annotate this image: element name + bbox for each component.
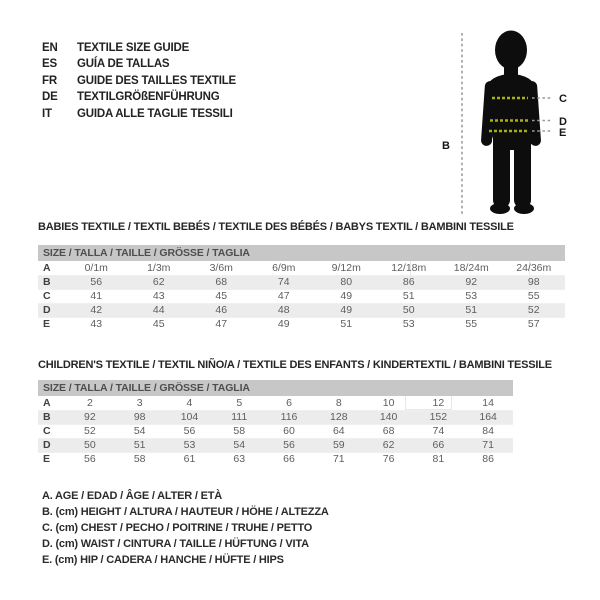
table-cell: 18/24m bbox=[453, 261, 489, 274]
table-row bbox=[38, 396, 513, 410]
table-cell: 6/9m bbox=[272, 261, 296, 274]
table-cell: 62 bbox=[382, 439, 395, 451]
table-cell: 1/3m bbox=[147, 261, 171, 274]
table-cell: 51 bbox=[133, 439, 146, 451]
waist-label: D bbox=[559, 116, 567, 128]
table-cell: 74 bbox=[432, 425, 445, 437]
row-letter: A bbox=[43, 396, 51, 409]
language-code: ES bbox=[42, 58, 57, 71]
table-cell: 47 bbox=[277, 290, 290, 302]
table-cell: 58 bbox=[133, 453, 146, 465]
table-cell: 10 bbox=[382, 396, 395, 409]
language-title-list bbox=[42, 40, 236, 122]
table-cell: 12/18m bbox=[391, 261, 427, 274]
row-letter: B bbox=[43, 411, 51, 423]
row-letter: A bbox=[43, 261, 51, 274]
child-silhouette bbox=[481, 31, 542, 215]
measure-legend bbox=[42, 488, 329, 568]
table-cell: 53 bbox=[402, 318, 415, 330]
chest-label: C bbox=[559, 93, 567, 105]
table-cell: 47 bbox=[215, 318, 228, 330]
table-row bbox=[38, 275, 565, 289]
table-cell: 9/12m bbox=[331, 261, 361, 274]
table-cell: 71 bbox=[332, 453, 345, 465]
table-cell: 56 bbox=[90, 276, 103, 288]
table-cell: 116 bbox=[280, 411, 298, 423]
legend-line: B. (cm) HEIGHT / ALTURA / HAUTEUR / HÖHE / ALTEZZA bbox=[42, 506, 329, 518]
table-cell: 56 bbox=[183, 425, 196, 437]
language-row bbox=[42, 73, 236, 89]
size-header-bar: SIZE / TALLA / TAILLE / GRÖSSE / TAGLIA bbox=[38, 245, 565, 261]
table-cell: 164 bbox=[479, 411, 497, 423]
table-cell: 48 bbox=[277, 304, 290, 316]
babies-table-rows bbox=[38, 261, 565, 331]
table-cell: 86 bbox=[402, 276, 415, 288]
table-cell: 12 bbox=[432, 396, 445, 409]
language-title: GUIDE DES TAILLES TEXTILE bbox=[77, 74, 236, 87]
table-cell: 52 bbox=[527, 304, 540, 316]
table-cell: 152 bbox=[429, 411, 448, 423]
table-cell: 61 bbox=[183, 453, 196, 465]
table-cell: 56 bbox=[283, 439, 295, 451]
table-cell: 51 bbox=[465, 304, 478, 316]
table-cell: 74 bbox=[277, 276, 290, 288]
table-row bbox=[38, 303, 565, 317]
table-cell: 49 bbox=[277, 318, 290, 330]
row-letter: D bbox=[43, 304, 51, 316]
hip-label: E bbox=[559, 127, 567, 139]
table-cell: 3 bbox=[136, 396, 143, 409]
table-cell: 52 bbox=[84, 425, 96, 437]
table-cell: 41 bbox=[90, 290, 103, 302]
table-cell: 4 bbox=[186, 396, 193, 409]
table-cell: 56 bbox=[84, 453, 96, 465]
legend-line: A. AGE / EDAD / ÂGE / ALTER / ETÀ bbox=[42, 490, 223, 502]
table-cell: 42 bbox=[90, 304, 103, 316]
table-cell: 46 bbox=[215, 304, 228, 316]
table-cell: 86 bbox=[482, 453, 494, 465]
table-cell: 59 bbox=[332, 439, 345, 451]
table-cell: 128 bbox=[330, 411, 348, 423]
table-cell: 43 bbox=[90, 318, 103, 330]
table-row bbox=[38, 261, 565, 275]
table-cell: 49 bbox=[340, 304, 353, 316]
table-cell: 66 bbox=[432, 439, 445, 451]
table-cell: 14 bbox=[482, 396, 494, 409]
table-cell: 53 bbox=[183, 439, 196, 451]
table-cell: 68 bbox=[215, 276, 228, 288]
language-row bbox=[42, 40, 236, 56]
table-row bbox=[38, 317, 565, 331]
table-cell: 60 bbox=[283, 425, 295, 437]
table-cell: 54 bbox=[233, 439, 246, 451]
table-cell: 84 bbox=[482, 425, 494, 437]
language-row bbox=[42, 106, 236, 122]
table-cell: 92 bbox=[465, 276, 478, 288]
table-cell: 140 bbox=[379, 411, 398, 423]
table-cell: 8 bbox=[335, 396, 342, 409]
table-cell: 98 bbox=[133, 411, 146, 423]
table-cell: 76 bbox=[382, 453, 395, 465]
legend-line: D. (cm) WAIST / CINTURA / TAILLE / HÜFTUNG / VITA bbox=[42, 538, 309, 550]
language-title: TEXTILE SIZE GUIDE bbox=[77, 42, 190, 54]
row-letter: C bbox=[43, 425, 51, 437]
language-title: TEXTILGRÖßENFÜHRUNG bbox=[77, 91, 220, 104]
table-cell: 55 bbox=[527, 290, 540, 302]
legend-line: C. (cm) CHEST / PECHO / POITRINE / TRUHE / PETTO bbox=[42, 522, 313, 534]
child-figure-diagram bbox=[440, 18, 595, 228]
table-cell: 64 bbox=[332, 425, 345, 437]
table-cell: 66 bbox=[283, 453, 295, 465]
table-cell: 50 bbox=[402, 304, 415, 316]
height-label: B bbox=[442, 140, 450, 152]
table-cell: 49 bbox=[340, 290, 353, 302]
language-code: EN bbox=[42, 42, 58, 54]
table-cell: 2 bbox=[86, 396, 93, 409]
table-cell: 51 bbox=[340, 318, 353, 330]
row-letter: D bbox=[43, 439, 51, 451]
children-size-table bbox=[38, 380, 513, 466]
table-cell: 51 bbox=[402, 290, 415, 302]
row-letter: C bbox=[43, 290, 51, 302]
table-cell: 54 bbox=[133, 425, 146, 437]
table-cell: 68 bbox=[382, 425, 395, 437]
table-row bbox=[38, 452, 513, 466]
language-row bbox=[42, 56, 236, 72]
table-cell: 63 bbox=[233, 453, 246, 465]
row-letter: E bbox=[43, 318, 51, 330]
table-cell: 81 bbox=[432, 453, 445, 465]
table-row bbox=[38, 289, 565, 303]
table-cell: 98 bbox=[527, 276, 540, 288]
language-code: IT bbox=[42, 107, 52, 120]
table-cell: 53 bbox=[465, 290, 478, 302]
table-cell: 62 bbox=[152, 276, 165, 288]
table-cell: 57 bbox=[527, 318, 540, 330]
table-cell: 43 bbox=[152, 290, 165, 302]
table-cell: 104 bbox=[180, 411, 199, 423]
table-cell: 80 bbox=[340, 276, 353, 288]
table-cell: 71 bbox=[482, 439, 494, 451]
table-row bbox=[38, 410, 513, 424]
table-cell: 55 bbox=[465, 318, 478, 330]
table-cell: 45 bbox=[215, 290, 228, 302]
table-cell: 0/1m bbox=[84, 261, 108, 274]
children-table-rows bbox=[38, 396, 513, 466]
row-letter: B bbox=[43, 276, 51, 288]
language-row bbox=[42, 89, 236, 105]
size-header-bar: SIZE / TALLA / TAILLE / GRÖSSE / TAGLIA bbox=[38, 380, 513, 396]
language-code: FR bbox=[42, 74, 57, 87]
babies-section-title: BABIES TEXTILE / TEXTIL BEBÉS / TEXTILE DES BÉBÉS / BABYS TEXTIL / BAMBINI TESSILE bbox=[38, 221, 514, 233]
row-letter: E bbox=[43, 453, 51, 465]
table-cell: 24/36m bbox=[516, 261, 552, 274]
table-cell: 44 bbox=[152, 304, 165, 316]
babies-size-table bbox=[38, 245, 565, 331]
table-cell: 3/6m bbox=[209, 261, 233, 274]
table-row bbox=[38, 438, 513, 452]
legend-line: E. (cm) HIP / CADERA / HANCHE / HÜFTE / HIPS bbox=[42, 554, 284, 566]
language-title: GUÍA DE TALLAS bbox=[77, 58, 170, 71]
table-cell: 50 bbox=[84, 439, 96, 451]
table-cell: 45 bbox=[152, 318, 165, 330]
table-cell: 6 bbox=[286, 396, 292, 409]
table-cell: 5 bbox=[236, 396, 243, 409]
language-title: GUIDA ALLE TAGLIE TESSILI bbox=[77, 107, 233, 120]
table-row bbox=[38, 424, 513, 438]
language-code: DE bbox=[42, 91, 58, 104]
children-section-title: CHILDREN'S TEXTILE / TEXTIL NIÑO/A / TEXTILE DES ENFANTS / KINDERTEXTIL / BAMBINI TESSILE bbox=[38, 359, 552, 371]
table-cell: 111 bbox=[231, 411, 248, 423]
table-cell: 58 bbox=[233, 425, 246, 437]
table-cell: 92 bbox=[84, 411, 96, 423]
